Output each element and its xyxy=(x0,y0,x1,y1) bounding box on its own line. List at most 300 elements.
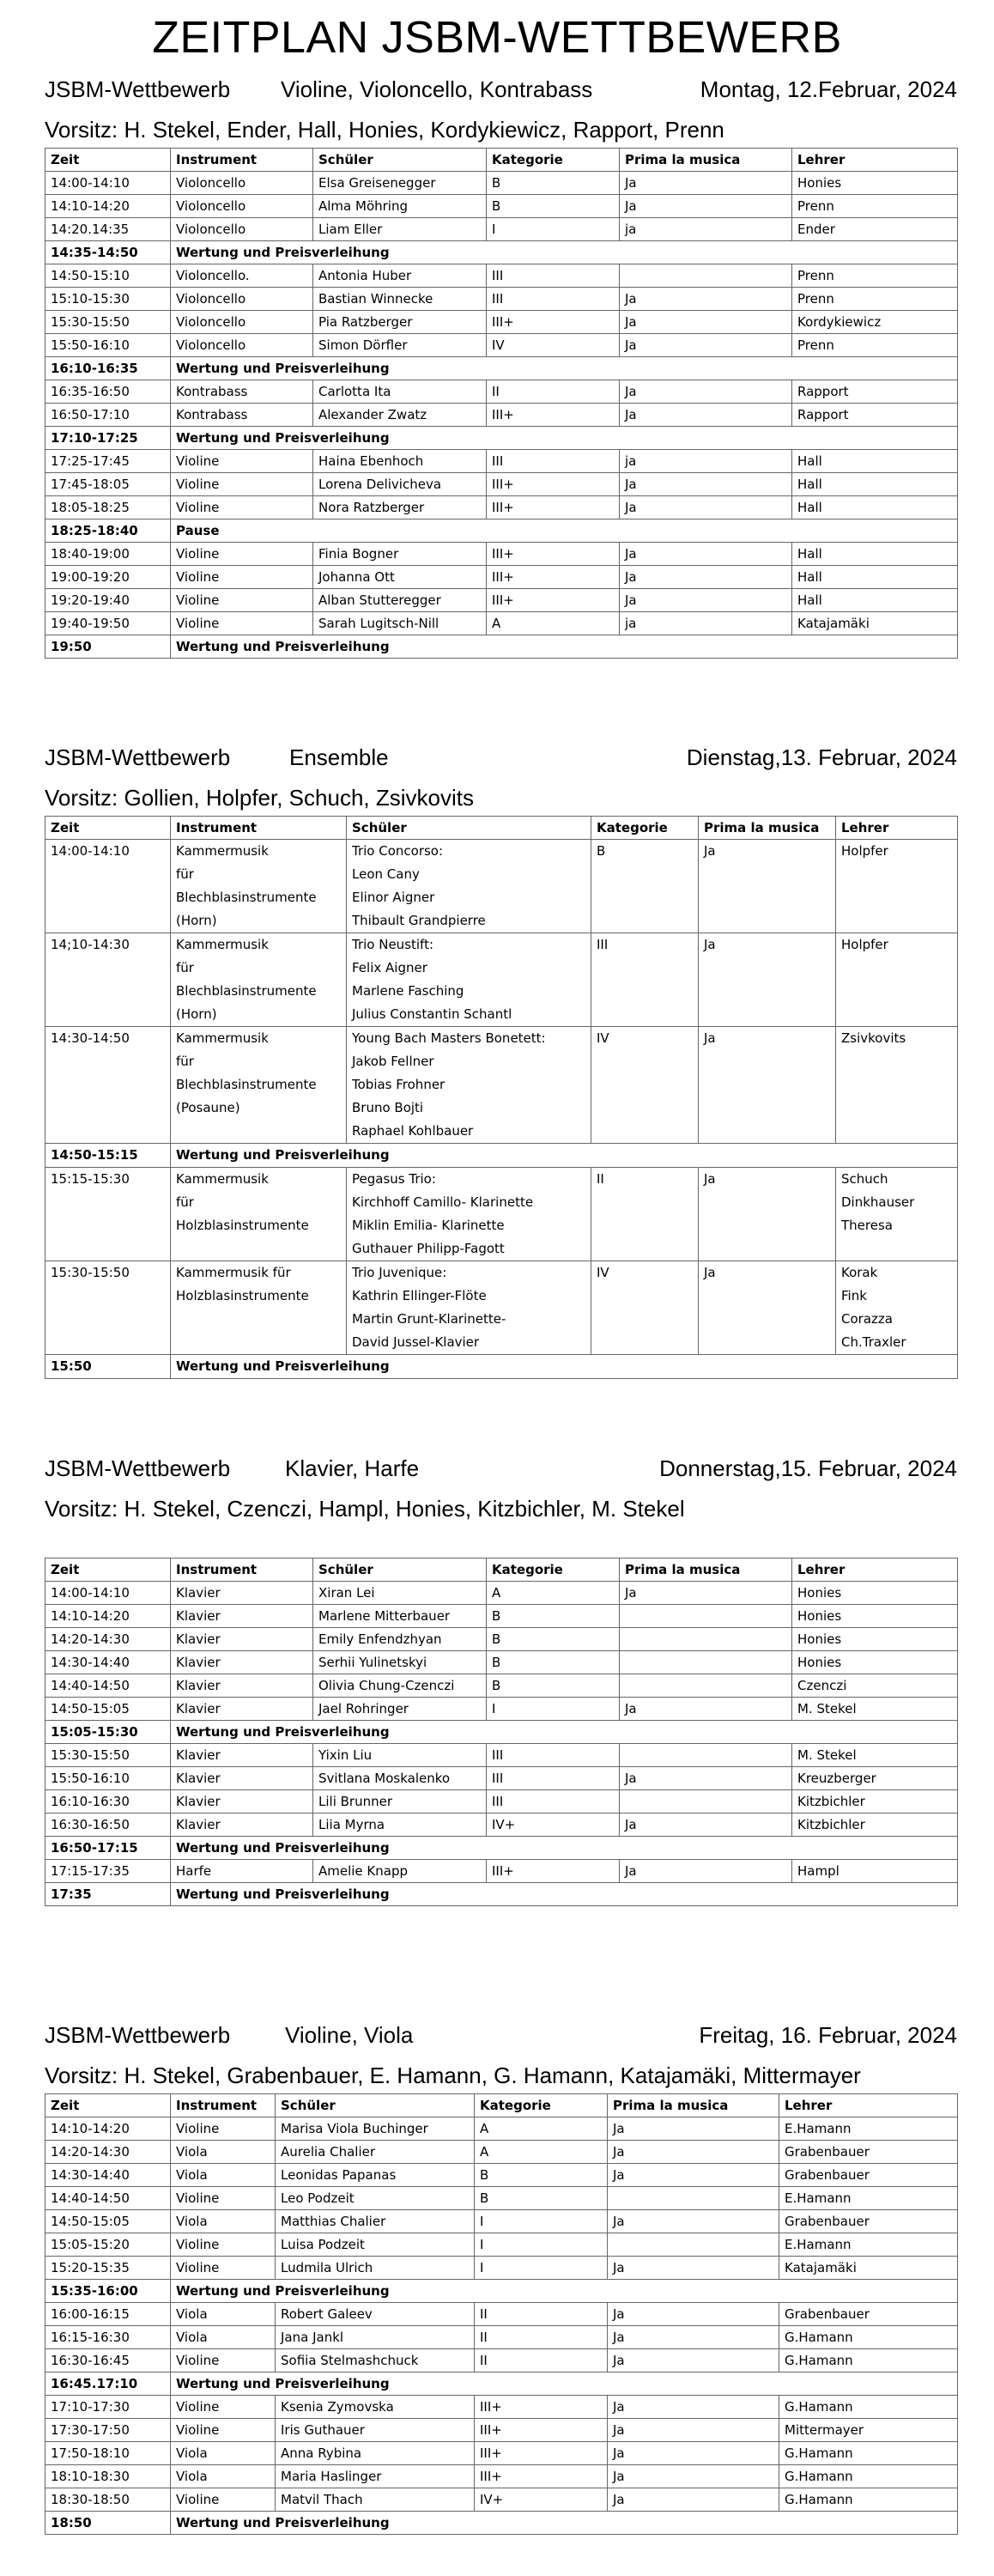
cell-line: Thibault Grandpierre xyxy=(352,913,486,928)
student-cell xyxy=(347,840,591,933)
table-row xyxy=(45,589,958,612)
time-cell: 17:35 xyxy=(45,1883,171,1906)
time-cell: 14:30-14:50 xyxy=(45,1027,171,1144)
table-row xyxy=(45,172,958,195)
student-cell xyxy=(347,933,591,1027)
cell-line: Marlene Fasching xyxy=(352,983,464,999)
category-cell: IV xyxy=(591,1027,699,1144)
instrument-cell: Viola xyxy=(171,2303,276,2326)
student-cell: Matvil Thach xyxy=(276,2488,475,2512)
prima-cell: Ja xyxy=(699,1261,836,1355)
student-cell: Liam Eller xyxy=(313,218,487,241)
table-row xyxy=(45,2349,958,2372)
category-cell: III xyxy=(487,288,620,311)
separator-row xyxy=(45,1721,958,1744)
student-cell: Liia Myrna xyxy=(313,1814,487,1837)
chair-line: Vorsitz: H. Stekel, Czenczi, Hampl, Honies, Kitzbichler, M. Stekel xyxy=(45,1496,685,1522)
prima-cell: Ja xyxy=(608,2303,779,2326)
time-cell: 16:10-16:35 xyxy=(45,357,171,380)
teacher-cell: G.Hamann xyxy=(779,2396,958,2419)
prima-cell: Ja xyxy=(620,566,792,589)
table-row xyxy=(45,380,958,404)
prima-cell xyxy=(620,1605,792,1628)
time-cell: 18:25-18:40 xyxy=(45,519,171,543)
cell-line: Corazza xyxy=(841,1311,893,1327)
column-header: Prima la musica xyxy=(620,149,792,172)
teacher-cell: Honies xyxy=(792,172,958,195)
teacher-cell: M. Stekel xyxy=(792,1698,958,1721)
student-cell xyxy=(347,1027,591,1144)
teacher-cell: Rapport xyxy=(792,404,958,427)
instrument-cell: Violine xyxy=(171,473,313,496)
student-cell: Sofiia Stelmashchuck xyxy=(276,2349,475,2372)
time-cell: 14:10-14:20 xyxy=(45,1605,171,1628)
time-cell: 18:30-18:50 xyxy=(45,2488,171,2512)
teacher-cell: Kitzbichler xyxy=(792,1790,958,1814)
instrument-cell xyxy=(171,933,347,1027)
column-header: Zeit xyxy=(45,2094,171,2117)
prima-cell: Ja xyxy=(620,311,792,334)
cell-line: Felix Aigner xyxy=(352,960,427,975)
prima-cell: Ja xyxy=(620,1814,792,1837)
cell-line: für xyxy=(176,960,194,975)
prima-cell: Ja xyxy=(608,2419,779,2442)
prima-cell: Ja xyxy=(608,2488,779,2512)
instruments-label: Klavier, Harfe xyxy=(285,1455,420,1481)
column-header: Kategorie xyxy=(487,1558,620,1582)
instrument-cell: Violine xyxy=(171,2396,276,2419)
time-cell: 15:50 xyxy=(45,1355,171,1379)
time-cell: 14:50-15:15 xyxy=(45,1144,171,1168)
column-header: Instrument xyxy=(171,1558,313,1582)
student-cell: Lili Brunner xyxy=(313,1790,487,1814)
instrument-cell: Violine xyxy=(171,589,313,612)
time-cell: 15:50-16:10 xyxy=(45,1767,171,1790)
column-header: Schüler xyxy=(313,1558,487,1582)
student-cell: Iris Guthauer xyxy=(276,2419,475,2442)
time-cell: 17:10-17:25 xyxy=(45,427,171,450)
time-cell: 15:10-15:30 xyxy=(45,288,171,311)
table-row xyxy=(45,2419,958,2442)
prima-cell: Ja xyxy=(620,1860,792,1883)
instrument-cell: Violoncello xyxy=(171,311,313,334)
student-cell: Haina Ebenhoch xyxy=(313,450,487,473)
table-row xyxy=(45,1814,958,1837)
teacher-cell: Rapport xyxy=(792,380,958,404)
teacher-cell: Katajamäki xyxy=(779,2257,958,2280)
table-row xyxy=(45,1605,958,1628)
cell-line: Tobias Frohner xyxy=(352,1077,445,1092)
table-row xyxy=(45,1261,958,1355)
prima-cell: Ja xyxy=(608,2396,779,2419)
prima-cell: Ja xyxy=(608,2164,779,2187)
column-header: Instrument xyxy=(171,149,313,172)
category-cell: III+ xyxy=(475,2465,608,2488)
cell-line: Fink xyxy=(841,1288,867,1303)
table-header-row xyxy=(45,2094,958,2117)
table-row xyxy=(45,2465,958,2488)
time-cell: 19:50 xyxy=(45,635,171,659)
prima-cell: Ja xyxy=(699,1027,836,1144)
instrument-cell: Kontrabass xyxy=(171,380,313,404)
student-cell: Luisa Podzeit xyxy=(276,2233,475,2257)
category-cell: III+ xyxy=(487,496,620,519)
cell-line: Dinkhauser xyxy=(841,1194,915,1210)
table-row xyxy=(45,1582,958,1605)
cell-line: Pegasus Trio: xyxy=(352,1171,436,1187)
cell-line: Leon Cany xyxy=(352,866,420,882)
instrument-cell: Violine xyxy=(171,2117,276,2141)
student-cell: Emily Enfendzhyan xyxy=(313,1628,487,1651)
separator-row xyxy=(45,2280,958,2303)
student-cell: Alma Möhring xyxy=(313,195,487,218)
time-cell: 16:45.17:10 xyxy=(45,2372,171,2396)
table-row xyxy=(45,2210,958,2233)
prima-cell: Ja xyxy=(608,2257,779,2280)
instrument-cell: Viola xyxy=(171,2465,276,2488)
section-thursday xyxy=(45,1451,957,1906)
student-cell: Nora Ratzberger xyxy=(313,496,487,519)
instruments-label: Violine, Viola xyxy=(285,2022,414,2048)
time-cell: 16:00-16:15 xyxy=(45,2303,171,2326)
instrument-cell: Violine xyxy=(171,2419,276,2442)
category-cell: B xyxy=(487,1628,620,1651)
separator-row xyxy=(45,427,958,450)
teacher-cell: Prenn xyxy=(792,264,958,288)
prima-cell: Ja xyxy=(620,404,792,427)
time-cell: 16:30-16:45 xyxy=(45,2349,171,2372)
event-cell: Wertung und Preisverleihung xyxy=(171,1883,958,1906)
category-cell: B xyxy=(487,195,620,218)
table-row xyxy=(45,1027,958,1144)
table-row xyxy=(45,288,958,311)
table-row xyxy=(45,2488,958,2512)
event-cell: Wertung und Preisverleihung xyxy=(171,357,958,380)
teacher-cell: Hall xyxy=(792,450,958,473)
teacher-cell: E.Hamann xyxy=(779,2187,958,2210)
teacher-cell: Honies xyxy=(792,1651,958,1674)
category-cell: II xyxy=(475,2303,608,2326)
teacher-cell: Kreuzberger xyxy=(792,1767,958,1790)
prima-cell: Ja xyxy=(620,1698,792,1721)
instrument-cell: Violoncello xyxy=(171,334,313,357)
student-cell: Jana Jankl xyxy=(276,2326,475,2349)
category-cell: III+ xyxy=(487,589,620,612)
time-cell: 18:50 xyxy=(45,2512,171,2535)
category-cell: A xyxy=(475,2117,608,2141)
time-cell: 15:05-15:30 xyxy=(45,1721,171,1744)
time-cell: 18:05-18:25 xyxy=(45,496,171,519)
category-cell: III+ xyxy=(487,566,620,589)
cell-line: Kammermusik xyxy=(176,843,269,859)
category-cell: III xyxy=(487,264,620,288)
time-cell: 15:35-16:00 xyxy=(45,2280,171,2303)
instrument-cell: Klavier xyxy=(171,1651,313,1674)
time-cell: 15:20-15:35 xyxy=(45,2257,171,2280)
time-cell: 14:50-15:05 xyxy=(45,1698,171,1721)
prima-cell: Ja xyxy=(608,2117,779,2141)
category-cell: B xyxy=(487,1651,620,1674)
prima-cell: ja xyxy=(620,450,792,473)
event-cell: Wertung und Preisverleihung xyxy=(171,1144,958,1168)
teacher-cell: Hall xyxy=(792,543,958,566)
competition-label: JSBM-Wettbewerb xyxy=(45,744,231,770)
prima-cell xyxy=(608,2187,779,2210)
column-header: Lehrer xyxy=(792,149,958,172)
category-cell: IV+ xyxy=(487,1814,620,1837)
column-header: Zeit xyxy=(45,1558,171,1582)
time-cell: 16:50-17:15 xyxy=(45,1837,171,1860)
date-label: Dienstag,13. Februar, 2024 xyxy=(686,744,957,770)
cell-line: für xyxy=(176,1054,194,1069)
table-row xyxy=(45,1651,958,1674)
time-cell: 18:10-18:30 xyxy=(45,2465,171,2488)
instrument-cell: Harfe xyxy=(171,1860,313,1883)
prima-cell: Ja xyxy=(620,1767,792,1790)
time-cell: 15:50-16:10 xyxy=(45,334,171,357)
time-cell: 17:25-17:45 xyxy=(45,450,171,473)
table-row xyxy=(45,2164,958,2187)
table-row xyxy=(45,2257,958,2280)
category-cell: III+ xyxy=(475,2396,608,2419)
section-header xyxy=(45,740,957,775)
cell-line: Holzblasinstrumente xyxy=(176,1288,309,1303)
category-cell: I xyxy=(487,218,620,241)
column-header: Zeit xyxy=(45,817,171,840)
table-row xyxy=(45,496,958,519)
time-cell: 14:10-14:20 xyxy=(45,195,171,218)
student-cell: Amelie Knapp xyxy=(313,1860,487,1883)
time-cell: 16:50-17:10 xyxy=(45,404,171,427)
competition-label: JSBM-Wettbewerb xyxy=(45,1455,231,1481)
instrument-cell: Klavier xyxy=(171,1814,313,1837)
cell-line: Holpfer xyxy=(841,937,888,952)
table-row xyxy=(45,612,958,635)
student-cell: Leonidas Papanas xyxy=(276,2164,475,2187)
category-cell: B xyxy=(487,1605,620,1628)
prima-cell: Ja xyxy=(620,380,792,404)
prima-cell: Ja xyxy=(620,1582,792,1605)
teacher-cell: Grabenbauer xyxy=(779,2141,958,2164)
section-tuesday xyxy=(45,740,957,1379)
column-header: Schüler xyxy=(313,149,487,172)
time-cell: 14:00-14:10 xyxy=(45,172,171,195)
column-header: Schüler xyxy=(276,2094,475,2117)
teacher-cell xyxy=(836,933,958,1027)
teacher-cell: G.Hamann xyxy=(779,2349,958,2372)
section-header xyxy=(45,1451,957,1485)
column-header: Prima la musica xyxy=(608,2094,779,2117)
prima-cell: Ja xyxy=(620,195,792,218)
student-cell: Elsa Greisenegger xyxy=(313,172,487,195)
prima-cell xyxy=(620,1651,792,1674)
table-row xyxy=(45,2326,958,2349)
category-cell: III+ xyxy=(487,311,620,334)
teacher-cell: Ender xyxy=(792,218,958,241)
category-cell: III xyxy=(591,933,699,1027)
prima-cell: Ja xyxy=(699,1168,836,1261)
column-header: Kategorie xyxy=(475,2094,608,2117)
cell-line: (Horn) xyxy=(176,913,217,928)
student-cell: Aurelia Chalier xyxy=(276,2141,475,2164)
prima-cell: Ja xyxy=(620,334,792,357)
prima-cell: ja xyxy=(620,612,792,635)
page-title: ZEITPLAN JSBM-WETTBEWERB xyxy=(152,13,842,63)
category-cell: III+ xyxy=(487,404,620,427)
teacher-cell: Hall xyxy=(792,496,958,519)
teacher-cell: Kitzbichler xyxy=(792,1814,958,1837)
event-cell: Wertung und Preisverleihung xyxy=(171,635,958,659)
student-cell: Bastian Winnecke xyxy=(313,288,487,311)
instrument-cell: Violine xyxy=(171,2187,276,2210)
time-cell: 15:30-15:50 xyxy=(45,1261,171,1355)
time-cell: 14;10-14:30 xyxy=(45,933,171,1027)
prima-cell: ja xyxy=(620,218,792,241)
student-cell: Xiran Lei xyxy=(313,1582,487,1605)
cell-line: Young Bach Masters Bonetett: xyxy=(352,1030,546,1046)
student-cell: Serhii Yulinetskyi xyxy=(313,1651,487,1674)
teacher-cell: Katajamäki xyxy=(792,612,958,635)
table-row xyxy=(45,1168,958,1261)
category-cell: B xyxy=(591,840,699,933)
separator-row xyxy=(45,241,958,264)
table-row xyxy=(45,1767,958,1790)
student-cell xyxy=(347,1168,591,1261)
category-cell: A xyxy=(475,2141,608,2164)
teacher-cell: Grabenbauer xyxy=(779,2303,958,2326)
student-cell: Simon Dörfler xyxy=(313,334,487,357)
prima-cell xyxy=(608,2233,779,2257)
instrument-cell: Klavier xyxy=(171,1582,313,1605)
event-cell: Wertung und Preisverleihung xyxy=(171,427,958,450)
table-header-row xyxy=(45,1558,958,1582)
date-label: Montag, 12.Februar, 2024 xyxy=(700,76,957,102)
cell-line: Julius Constantin Schantl xyxy=(352,1006,512,1022)
prima-cell: Ja xyxy=(699,840,836,933)
cell-line: Kirchhoff Camillo- Klarinette xyxy=(352,1194,534,1210)
prima-cell: Ja xyxy=(699,933,836,1027)
cell-line: Elinor Aigner xyxy=(352,890,435,905)
instruments-label: Violine, Violoncello, Kontrabass xyxy=(281,76,593,102)
time-cell: 14:00-14:10 xyxy=(45,1582,171,1605)
prima-cell xyxy=(620,1628,792,1651)
time-cell: 14:50-15:10 xyxy=(45,264,171,288)
chair-line: Vorsitz: H. Stekel, Ender, Hall, Honies, Kordykiewicz, Rapport, Prenn xyxy=(45,117,724,143)
section-monday xyxy=(45,72,957,659)
time-cell: 16:30-16:50 xyxy=(45,1814,171,1837)
cell-line: Holpfer xyxy=(841,843,888,859)
table-row xyxy=(45,2187,958,2210)
column-header: Schüler xyxy=(347,817,591,840)
cell-line: Trio Neustift: xyxy=(352,937,434,952)
instrument-cell: Viola xyxy=(171,2442,276,2465)
teacher-cell: Hall xyxy=(792,566,958,589)
category-cell: B xyxy=(487,172,620,195)
column-header: Instrument xyxy=(171,2094,276,2117)
category-cell: A xyxy=(487,1582,620,1605)
student-cell: Olivia Chung-Czenczi xyxy=(313,1674,487,1698)
cell-line: Zsivkovits xyxy=(841,1030,906,1046)
instrument-cell xyxy=(171,1261,347,1355)
prima-cell: Ja xyxy=(608,2141,779,2164)
student-cell: Svitlana Moskalenko xyxy=(313,1767,487,1790)
separator-row xyxy=(45,1144,958,1168)
prima-cell: Ja xyxy=(620,172,792,195)
separator-row xyxy=(45,357,958,380)
teacher-cell: Mittermayer xyxy=(779,2419,958,2442)
teacher-cell: Prenn xyxy=(792,195,958,218)
time-cell: 17:45-18:05 xyxy=(45,473,171,496)
schedule-table xyxy=(45,148,958,659)
instrument-cell: Violoncello xyxy=(171,218,313,241)
cell-line: Blechblasinstrumente xyxy=(176,983,317,999)
teacher-cell: Prenn xyxy=(792,334,958,357)
student-cell: Robert Galeev xyxy=(276,2303,475,2326)
event-cell: Wertung und Preisverleihung xyxy=(171,1837,958,1860)
instrument-cell xyxy=(171,1027,347,1144)
cell-line: Blechblasinstrumente xyxy=(176,1077,317,1092)
instrument-cell xyxy=(171,840,347,933)
schedule-table xyxy=(45,2093,958,2535)
cell-line: (Posaune) xyxy=(176,1100,240,1115)
table-row xyxy=(45,334,958,357)
teacher-cell: Hall xyxy=(792,589,958,612)
time-cell: 14:35-14:50 xyxy=(45,241,171,264)
category-cell: A xyxy=(487,612,620,635)
chair-line: Vorsitz: H. Stekel, Grabenbauer, E. Hamann, G. Hamann, Katajamäki, Mittermayer xyxy=(45,2063,861,2088)
cell-line: Korak xyxy=(841,1265,878,1280)
time-cell: 16:10-16:30 xyxy=(45,1790,171,1814)
instrument-cell: Klavier xyxy=(171,1674,313,1698)
column-header: Zeit xyxy=(45,149,171,172)
category-cell: III+ xyxy=(487,1860,620,1883)
cell-line: (Horn) xyxy=(176,1006,217,1022)
teacher-cell xyxy=(836,1168,958,1261)
teacher-cell: Hampl xyxy=(792,1860,958,1883)
prima-cell xyxy=(620,1744,792,1767)
teacher-cell: Prenn xyxy=(792,288,958,311)
time-cell: 19:00-19:20 xyxy=(45,566,171,589)
cell-line: Raphael Kohlbauer xyxy=(352,1123,474,1139)
instrument-cell: Violoncello. xyxy=(171,264,313,288)
cell-line: Miklin Emilia- Klarinette xyxy=(352,1218,505,1233)
time-cell: 17:30-17:50 xyxy=(45,2419,171,2442)
category-cell: IV xyxy=(591,1261,699,1355)
prima-cell: Ja xyxy=(620,589,792,612)
column-header: Prima la musica xyxy=(699,817,836,840)
table-row xyxy=(45,1674,958,1698)
cell-line: Trio Concorso: xyxy=(352,843,444,859)
teacher-cell: E.Hamann xyxy=(779,2233,958,2257)
table-row xyxy=(45,543,958,566)
table-row xyxy=(45,1860,958,1883)
category-cell: III xyxy=(487,1767,620,1790)
separator-row xyxy=(45,2512,958,2535)
time-cell: 17:15-17:35 xyxy=(45,1860,171,1883)
instrument-cell: Violine xyxy=(171,450,313,473)
table-row xyxy=(45,1790,958,1814)
cell-line: Bruno Bojti xyxy=(352,1100,424,1115)
instruments-label: Ensemble xyxy=(289,744,389,770)
student-cell: Pia Ratzberger xyxy=(313,311,487,334)
time-cell: 15:30-15:50 xyxy=(45,311,171,334)
student-cell: Sarah Lugitsch-Nill xyxy=(313,612,487,635)
chair-line: Vorsitz: Gollien, Holpfer, Schuch, Zsivkovits xyxy=(45,785,474,811)
cell-line: Holzblasinstrumente xyxy=(176,1218,309,1233)
instrument-cell: Violoncello xyxy=(171,288,313,311)
prima-cell: Ja xyxy=(620,543,792,566)
cell-line: Kathrin Ellinger-Flöte xyxy=(352,1288,487,1303)
